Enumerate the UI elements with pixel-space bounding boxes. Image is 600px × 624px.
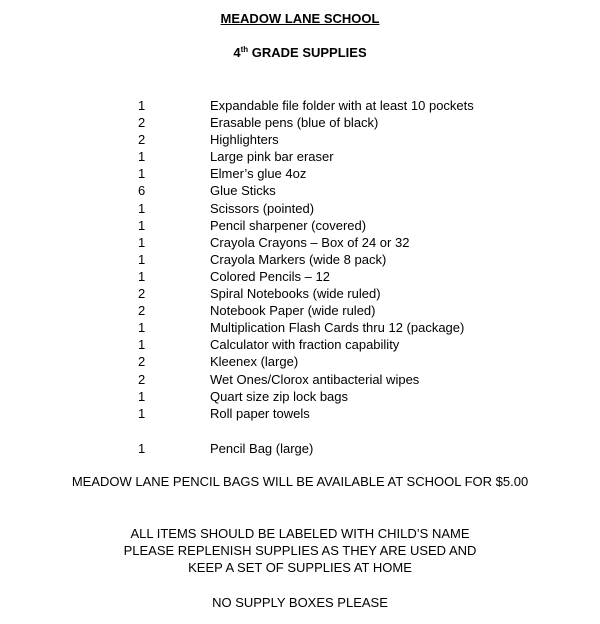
grade-number: 4 — [233, 45, 241, 60]
supply-row — [0, 371, 600, 388]
supply-quantity: 1 — [138, 149, 146, 165]
supply-row — [0, 165, 600, 182]
supply-item: Multiplication Flash Cards thru 12 (package) — [210, 320, 465, 336]
supply-quantity: 1 — [138, 98, 146, 113]
supply-item: Notebook Paper (wide ruled) — [210, 303, 376, 319]
supply-item: Highlighters — [210, 132, 279, 148]
supply-item: Calculator with fraction capability — [210, 337, 400, 353]
supply-quantity: 2 — [138, 115, 146, 131]
supply-quantity: 1 — [138, 337, 146, 353]
supply-row — [0, 148, 600, 165]
supply-item: Large pink bar eraser — [210, 149, 334, 165]
supply-quantity: 1 — [138, 268, 146, 284]
grade-title-text: GRADE SUPPLIES — [248, 45, 367, 60]
supply-quantity: 1 — [138, 320, 146, 336]
supply-row — [0, 217, 600, 234]
home-supplies-instruction: KEEP A SET OF SUPPLIES AT HOME — [188, 560, 412, 575]
supply-row — [0, 251, 600, 268]
supply-quantity: 1 — [138, 251, 146, 267]
supply-row — [0, 388, 600, 405]
supply-item: Quart size zip lock bags — [210, 388, 349, 404]
supply-item: Crayola Markers (wide 8 pack) — [210, 251, 387, 267]
supply-item: Elmer’s glue 4oz — [210, 166, 307, 182]
supply-quantity: 2 — [138, 132, 146, 148]
supply-item: Wet Ones/Clorox antibacterial wipes — [210, 371, 420, 387]
supply-row — [0, 319, 600, 336]
grade-suffix: th — [240, 45, 249, 54]
supply-item: Kleenex (large) — [210, 354, 299, 370]
supply-item: Glue Sticks — [210, 183, 276, 199]
label-instruction: ALL ITEMS SHOULD BE LABELED WITH CHILD’S NAME — [130, 526, 470, 541]
supply-row — [0, 285, 600, 302]
supply-quantity: 1 — [138, 200, 146, 216]
supply-row — [0, 268, 600, 285]
supply-item: Scissors (pointed) — [210, 200, 315, 216]
supply-row — [0, 336, 600, 353]
supply-item: Expandable file folder with at least 10 pockets — [210, 98, 474, 113]
supply-item: Pencil sharpener (covered) — [210, 217, 367, 233]
supply-row — [0, 353, 600, 370]
supply-row — [0, 182, 600, 199]
supply-item: Colored Pencils – 12 — [210, 268, 330, 284]
supply-row — [0, 97, 600, 114]
pencil-bag-note: MEADOW LANE PENCIL BAGS WILL BE AVAILABLE AT SCHOOL FOR $5.00 — [71, 474, 529, 489]
supply-quantity: 2 — [138, 371, 146, 387]
supply-quantity: 1 — [138, 388, 146, 404]
supply-quantity: 1 — [138, 217, 146, 233]
school-title: MEADOW LANE SCHOOL — [220, 11, 380, 26]
no-supply-boxes-note: NO SUPPLY BOXES PLEASE — [212, 595, 388, 610]
supply-row — [0, 200, 600, 217]
supply-item: Pencil Bag (large) — [210, 440, 314, 456]
grade-title — [0, 45, 600, 61]
supply-item: Spiral Notebooks (wide ruled) — [210, 286, 381, 302]
supply-item: Erasable pens (blue of black) — [210, 115, 379, 131]
supply-quantity: 2 — [138, 354, 146, 370]
supply-row — [0, 131, 600, 148]
supply-quantity: 1 — [138, 405, 146, 421]
supply-row — [0, 440, 600, 457]
supply-quantity: 2 — [138, 286, 146, 302]
supply-row — [0, 405, 600, 422]
supply-row — [0, 302, 600, 319]
supply-quantity: 1 — [138, 234, 146, 250]
supply-item: Crayola Crayons – Box of 24 or 32 — [210, 234, 410, 250]
supply-quantity: 1 — [138, 166, 146, 182]
supply-quantity: 6 — [138, 183, 146, 199]
supply-row — [0, 114, 600, 131]
supply-quantity: 2 — [138, 303, 146, 319]
supply-item: Roll paper towels — [210, 405, 310, 421]
supply-quantity: 1 — [138, 440, 146, 456]
supply-row — [0, 234, 600, 251]
replenish-instruction: PLEASE REPLENISH SUPPLIES AS THEY ARE USED AND — [123, 543, 477, 558]
supply-list — [0, 97, 600, 457]
